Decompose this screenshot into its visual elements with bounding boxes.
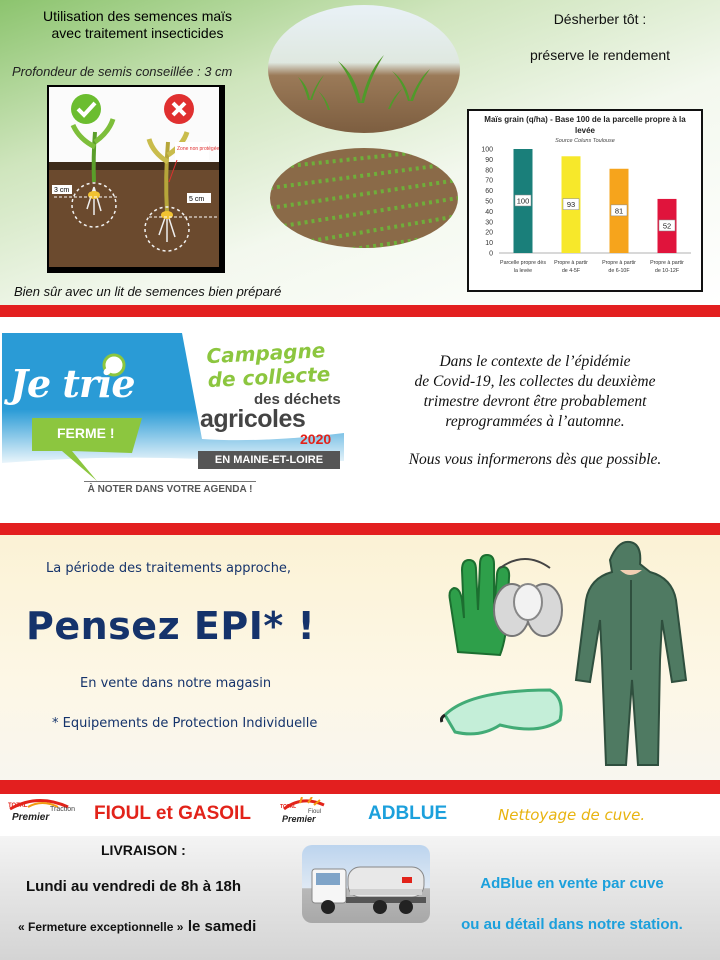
yield-chart <box>467 109 703 292</box>
chart-y-tick-label: 0 <box>489 250 493 258</box>
logo-region: EN MAINE-ET-LOIRE <box>198 451 340 469</box>
delivery-hours: Lundi au vendredi de 8h à 18h <box>26 878 242 895</box>
delivery-title: LIVRAISON : <box>101 842 186 858</box>
chart-plot-area <box>469 111 701 290</box>
chart-data-label: 52 <box>662 221 672 231</box>
epi-headline: Pensez EPI* ! <box>26 604 316 648</box>
collecte-notice <box>352 352 718 470</box>
exception-quote: « Fermeture exceptionnelle » <box>18 920 184 934</box>
collecte-line5: Nous vous informerons dès que possible. <box>408 451 662 468</box>
red-divider-3 <box>0 780 720 794</box>
chart-category-label: Propre à partir <box>650 260 684 266</box>
fioul-gasoil-label: FIOUL et GASOIL <box>94 803 251 824</box>
planting-depth-diagram <box>47 85 225 273</box>
seeding-depth-text: Profondeur de semis conseillée : 3 cm <box>12 64 233 79</box>
chart-subtitle: Source Coluns Toulouse <box>555 138 615 144</box>
collecte-line1: Dans le contexte de l’épidémie <box>439 353 631 370</box>
chart-y-tick-label: 80 <box>485 167 493 175</box>
chart-category-label: de 10-12F <box>654 268 680 274</box>
collecte-logo <box>2 333 344 503</box>
total-fioul-premier-logo: TOTAL Fioul Premier <box>280 797 328 827</box>
seeds-title-line2: avec traitement insecticides <box>51 25 224 41</box>
chart-category-label: Propre à partir <box>554 260 588 266</box>
seedbed-text: Bien sûr avec un lit de semences bien préparé <box>14 284 282 299</box>
chart-category-label: de 6-10F <box>608 268 630 274</box>
svg-text:Zone non protégée: Zone non protégée <box>177 146 219 152</box>
safety-goggles-icon <box>441 690 561 734</box>
total-traction-premier-logo: TOTAL Traction Premier <box>8 797 74 825</box>
weeding-line2: préserve le rendement <box>529 47 671 63</box>
weeding-text <box>500 11 700 63</box>
chart-y-tick-label: 40 <box>485 208 493 216</box>
adblue-label: ADBLUE <box>368 803 448 824</box>
young-corn-photo <box>268 5 460 133</box>
ppe-illustrations <box>440 540 710 770</box>
logo-agricoles: agricoles <box>200 405 306 433</box>
chart-y-tick-label: 100 <box>481 146 493 154</box>
chart-category-label: la levée <box>513 268 533 274</box>
exception-day: le samedi <box>187 918 257 935</box>
chart-y-tick-label: 70 <box>485 177 493 185</box>
chart-y-tick-label: 30 <box>485 219 493 227</box>
red-divider-2 <box>0 523 720 535</box>
chart-y-tick-label: 90 <box>485 156 493 164</box>
chart-data-label: 81 <box>614 206 624 216</box>
corn-rows-photo <box>270 148 458 248</box>
weeding-line1: Désherber tôt : <box>553 11 647 27</box>
delivery-exception <box>18 918 256 936</box>
collecte-line3: trimestre devront être probablement <box>423 393 647 410</box>
adblue-sales-line2: ou au détail dans notre station. <box>461 916 683 933</box>
logo-je-trie: Je trie <box>10 361 135 406</box>
chart-title: Maïs grain (q/ha) - Base 100 de la parcelle propre à la levée <box>484 115 686 135</box>
check-icon <box>71 94 101 124</box>
chart-category-label: de 4-5F <box>561 268 581 274</box>
logo-agenda: À NOTER DANS VOTRE AGENDA ! <box>84 481 256 498</box>
chart-y-tick-label: 10 <box>485 240 493 248</box>
chart-y-tick-label: 20 <box>485 229 493 237</box>
epi-intro: La période des traitements approche, <box>46 561 292 576</box>
seeds-title-line1: Utilisation des semences maïs <box>42 8 233 24</box>
logo-des-dechets: des déchets <box>254 391 341 408</box>
chart-y-tick-label: 50 <box>485 198 493 206</box>
collecte-line4: reprogrammées à l’automne. <box>445 413 625 430</box>
epi-footnote: * Equipements de Protection Individuelle <box>52 716 318 731</box>
svg-text:3 cm: 3 cm <box>54 187 70 194</box>
epi-sale: En vente dans notre magasin <box>80 676 272 691</box>
svg-text:5 cm: 5 cm <box>189 196 205 203</box>
chart-category-label: Propre à partir <box>602 260 636 266</box>
nettoyage-label: Nettoyage de cuve. <box>498 806 646 824</box>
tanker-truck-photo <box>302 845 430 923</box>
logo-ferme: FERME ! <box>57 425 115 441</box>
planting-depth-illustration <box>49 87 219 267</box>
chart-y-tick-label: 60 <box>485 188 493 196</box>
logo-year: 2020 <box>300 431 332 447</box>
adblue-sales <box>432 874 712 935</box>
seeds-title <box>10 8 265 42</box>
collecte-line2: de Covid-19, les collectes du deuxième <box>414 373 656 390</box>
chart-data-label: 100 <box>516 196 530 206</box>
protective-coverall-icon <box>576 542 686 765</box>
adblue-sales-line1: AdBlue en vente par cuve <box>480 875 664 892</box>
chart-category-label: Parcelle propre dès <box>500 260 546 266</box>
logo-campagne: Campagne de collecte <box>205 338 331 393</box>
red-divider-1 <box>0 305 720 317</box>
chart-data-label: 93 <box>566 200 576 210</box>
